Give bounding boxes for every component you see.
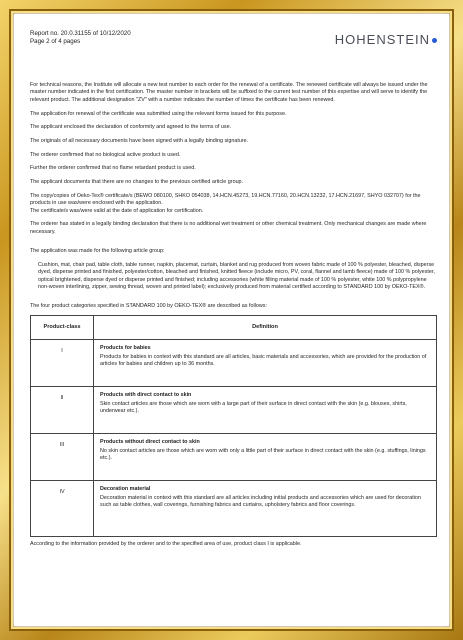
definition-title: Products without direct contact to skin — [100, 438, 200, 445]
header-definition: Definition — [94, 315, 437, 339]
definition-cell — [94, 433, 437, 480]
class-cell: II — [31, 386, 94, 433]
definition-cell — [94, 339, 437, 386]
paragraph-article-group-intro: The application was made for the following article group: — [30, 248, 165, 255]
table-row — [31, 433, 437, 480]
definition-text: No skin contact articles are those which are worn with only a little part of their surface in direct contact with the skin (e.g. stuffings, linings etc.). — [100, 447, 426, 462]
table-row — [31, 480, 437, 536]
definition-text: Decoration material in context with this standard are all articles including initial products and accessories which are used for decoration such as table clothes, wall coverings, furnishing fabrics and curtains, upholstery fabrics and floor coverings. — [100, 494, 421, 509]
table-row — [31, 386, 437, 433]
paragraph-renewal-note: For technical reasons, the Institute will allocate a new test number to each order for the renewal of a certificate. The renewed certificate will always be issued under the master number indicated in the first certification. The master number in brackets will be suffixed to the current test number of this expertise and will serve to identify the relevant product. The additional designation "ZV" with a number indicates the number of times the certificate has been renewed. — [30, 82, 428, 103]
class-cell: IV — [31, 480, 94, 536]
table-header-row — [31, 315, 437, 339]
table-row — [31, 339, 437, 386]
paragraph-originals: The originals of all necessary documents have been signed with a legally binding signature. — [30, 137, 249, 144]
page-count: Page 2 of 4 pages — [30, 38, 81, 45]
paragraph-product-categories: The four product categories specified in STANDARD 100 by OEKO-TEX® are described as follows: — [30, 303, 267, 310]
certificates-copy-text: The copy/copies of Oeko-Tex® certificate/s (BEWO 080100, SHKO 054038, 14.HCN.45273, 19.HCN.77160, 20.HCN.13232, 17.HCN.21697, SHYO 032707) for the products in use was/were enclosed with the application. — [30, 192, 421, 207]
definition-title: Products with direct contact to skin — [100, 391, 192, 398]
definition-title: Products for babies — [100, 344, 151, 351]
document-page — [14, 14, 449, 626]
product-class-table — [30, 315, 437, 537]
class-cell: I — [31, 339, 94, 386]
paragraph-flame-retardant: Further the orderer confirmed that no flame retardant product is used. — [30, 165, 196, 172]
paragraph-applicable-class: According to the information provided by the orderer and to the specified area of use, product class I is applicable. — [30, 540, 302, 547]
definition-text: Products for babies in context with this standard are all articles, basic materials and accessories, which are provided for the production of articles for babies and children up to 36 months. — [100, 353, 427, 368]
paragraph-declaration: The applicant enclosed the declaration of conformity and agreed to the terms of use. — [30, 124, 232, 131]
paragraph-no-changes: The applicant documents that there are no changes to the previous certified article group. — [30, 179, 244, 186]
definition-text: Skin contact articles are those which are worn with a large part of their surface in direct contact with the skin (e.g. blouses, shirts, underwear etc.). — [100, 400, 407, 415]
logo-dot-icon — [432, 38, 437, 43]
paragraph-application: The application for renewal of the certificate was submitted using the relevant forms issued for this purpose. — [30, 110, 287, 117]
paragraph-article-group: Cushion, mat, chair pad, table cloth, table runner, napkin, placemat, curtain, blanket and rug produced from woven fabric made of 100 % polyester, bleached, disperse dyed, disperse printed and finished, polyester/cotton, bleached and finished, knitted fleece (include micro, PV, coral, flannel and lamb fleece) made of 100 % polyester, optical brightened, disperse dyed or disperse printed and finished; including accessories (white filling material made of 100 % polyester, white 100 % polypropylene non-woven interlining, zipper, sewing thread, woven and printed label); exclusively produced from material certified according to STANDARD 100 by OEKO-TEX®. — [38, 261, 435, 290]
document-body — [30, 82, 437, 555]
definition-title: Decoration material — [100, 485, 151, 492]
definition-cell — [94, 480, 437, 536]
paragraph-biological: The orderer confirmed that no biological active product is used. — [30, 151, 181, 158]
paragraph-certificates — [30, 193, 437, 215]
hohenstein-logo — [335, 32, 437, 47]
report-header — [30, 30, 131, 46]
definition-cell — [94, 386, 437, 433]
logo-text: HOHENSTEIN — [334, 32, 430, 47]
report-number: Report no. 20.0.31155 of 10/12/2020 — [30, 30, 131, 37]
paragraph-wet-treatment: The orderer has stated in a legally binding declaration that there is no additional wet treatment or other chemical treatment. Only mechanical changes are made where necessary. — [30, 221, 427, 235]
header-product-class: Product-class — [31, 315, 94, 339]
class-cell: III — [31, 433, 94, 480]
certificates-valid-text: The certificate/s was/were valid at the date of application for certification. — [30, 207, 204, 214]
